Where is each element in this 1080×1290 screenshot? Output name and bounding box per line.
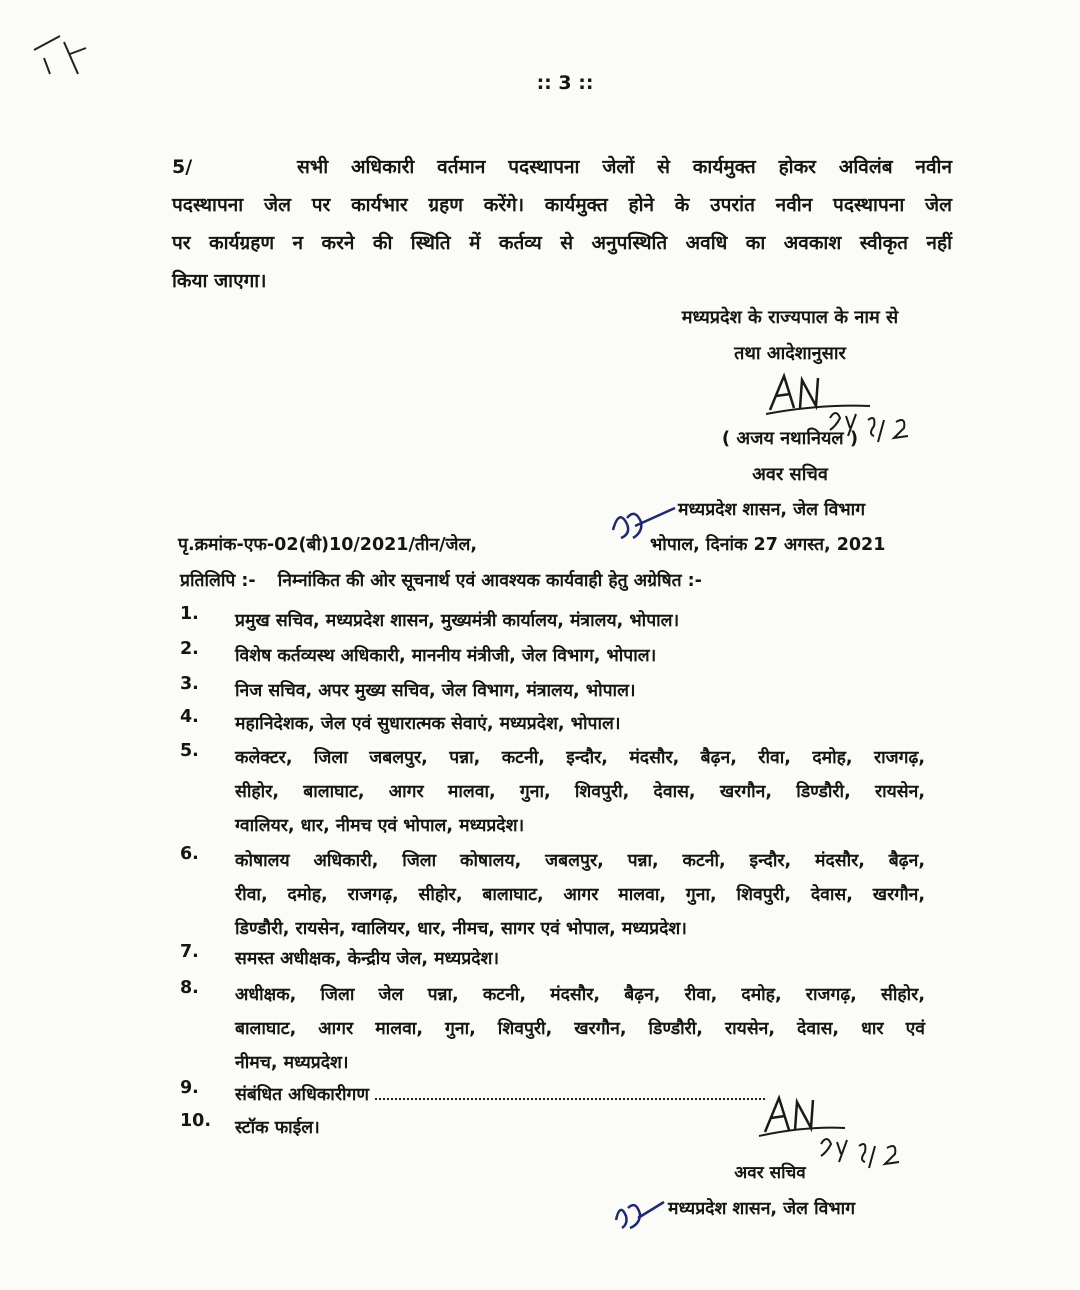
order-authority-line2: तथा आदेशानुसार <box>734 343 846 364</box>
list-item-number: 3. <box>180 674 199 694</box>
list-item-number: 2. <box>180 639 199 659</box>
list-item-number: 10. <box>180 1111 212 1131</box>
list-item-number: 7. <box>180 942 199 962</box>
list-item-line: नीमच, मध्यप्रदेश। <box>235 1053 349 1073</box>
list-item-number: 6. <box>180 844 199 864</box>
paragraph-number: 5/ <box>172 156 193 178</box>
paragraph-line: पर कार्यग्रहण न करने की स्थिति में कर्तव्य से अनुपस्थिति अवधि का अवकाश स्वीकृत नहीं <box>172 232 952 254</box>
list-item-number: 5. <box>180 741 199 761</box>
list-item-line: रीवा, दमोह, राजगढ़, सीहोर, बालाघाट, आगर मालवा, गुना, शिवपुरी, देवास, खरगौन, <box>235 885 925 905</box>
list-item-line: अधीक्षक, जिला जेल पन्ना, कटनी, मंदसौर, बैढ़न, रीवा, दमोह, राजगढ़, सीहोर, <box>235 985 925 1005</box>
copy-to-text: निम्नांकित की ओर सूचनार्थ एवं आवश्यक कार्यवाही हेतु अग्रेषित :- <box>277 571 702 591</box>
list-item-line: निज सचिव, अपर मुख्य सचिव, जेल विभाग, मंत्रालय, भोपाल। <box>235 681 636 701</box>
footer-department: मध्यप्रदेश शासन, जेल विभाग <box>668 1199 856 1219</box>
paragraph-line: किया जाएगा। <box>172 270 267 292</box>
list-item-line: डिण्डौरी, रायसेन, ग्वालियर, धार, नीमच, सागर एवं भोपाल, मध्यप्रदेश। <box>235 919 687 939</box>
list-item-line: कोषालय अधिकारी, जिला कोषालय, जबलपुर, पन्ना, कटनी, इन्दौर, मंदसौर, बैढ़न, <box>235 851 925 871</box>
list-item-line: संबंधित अधिकारीगण <box>235 1085 370 1105</box>
list-item-line: समस्त अधीक्षक, केन्द्रीय जेल, मध्यप्रदेश। <box>235 949 500 969</box>
footer-initials-mark <box>610 1196 670 1236</box>
list-item-line: प्रमुख सचिव, मध्यप्रदेश शासन, मुख्यमंत्री कार्यालय, मंत्रालय, भोपाल। <box>235 611 680 631</box>
list-item-line: ग्वालियर, धार, नीमच एवं भोपाल, मध्यप्रदेश। <box>235 816 525 836</box>
list-item-line: बालाघाट, आगर मालवा, गुना, शिवपुरी, खरगौन, डिण्डौरी, रायसेन, देवास, धार एवं <box>235 1019 925 1039</box>
paragraph-5 <box>172 148 952 300</box>
list-item-line: विशेष कर्तव्यस्थ अधिकारी, माननीय मंत्रीजी, जेल विभाग, भोपाल। <box>235 646 657 666</box>
list-item-line: महानिदेशक, जेल एवं सुधारात्मक सेवाएं, मध्यप्रदेश, भोपाल। <box>235 714 621 734</box>
footer-designation: अवर सचिव <box>734 1163 806 1183</box>
list-item-number: 9. <box>180 1078 199 1098</box>
page-number: :: 3 :: <box>536 72 594 94</box>
list-item-line: स्टॉक फाईल। <box>235 1118 320 1138</box>
signatory-designation: अवर सचिव <box>752 464 828 485</box>
order-authority-line1: मध्यप्रदेश के राज्यपाल के नाम से <box>681 307 899 328</box>
list-item-number: 1. <box>180 604 199 624</box>
paragraph-line: सभी अधिकारी वर्तमान पदस्थापना जेलों से कार्यमुक्त होकर अविलंब नवीन <box>297 156 952 178</box>
signatory-name: ( अजय नथानियल ) <box>721 428 859 449</box>
reference-number: पृ.क्रमांक-एफ-02(बी)10/2021/तीन/जेल, <box>178 535 477 555</box>
reference-date: भोपाल, दिनांक 27 अगस्त, 2021 <box>650 535 886 555</box>
list-item-line: सीहोर, बालाघाट, आगर मालवा, गुना, शिवपुरी, देवास, खरगौन, डिण्डौरी, रायसेन, <box>235 782 925 802</box>
paragraph-line: पदस्थापना जेल पर कार्यभार ग्रहण करेंगे। कार्यमुक्त होने के उपरांत नवीन पदस्थापना जेल <box>172 194 952 216</box>
order-authority <box>640 300 940 372</box>
list-item-number: 4. <box>180 707 199 727</box>
dotted-blank-line <box>375 1082 765 1100</box>
list-item-number: 8. <box>180 978 199 998</box>
list-item-line: कलेक्टर, जिला जबलपुर, पन्ना, कटनी, इन्दौर, मंदसौर, बैढ़न, रीवा, दमोह, राजगढ़, <box>235 748 925 768</box>
signatory-department: मध्यप्रदेश शासन, जेल विभाग <box>678 500 866 520</box>
copy-to-heading <box>180 568 702 592</box>
copy-to-label: प्रतिलिपि :- <box>180 571 256 591</box>
